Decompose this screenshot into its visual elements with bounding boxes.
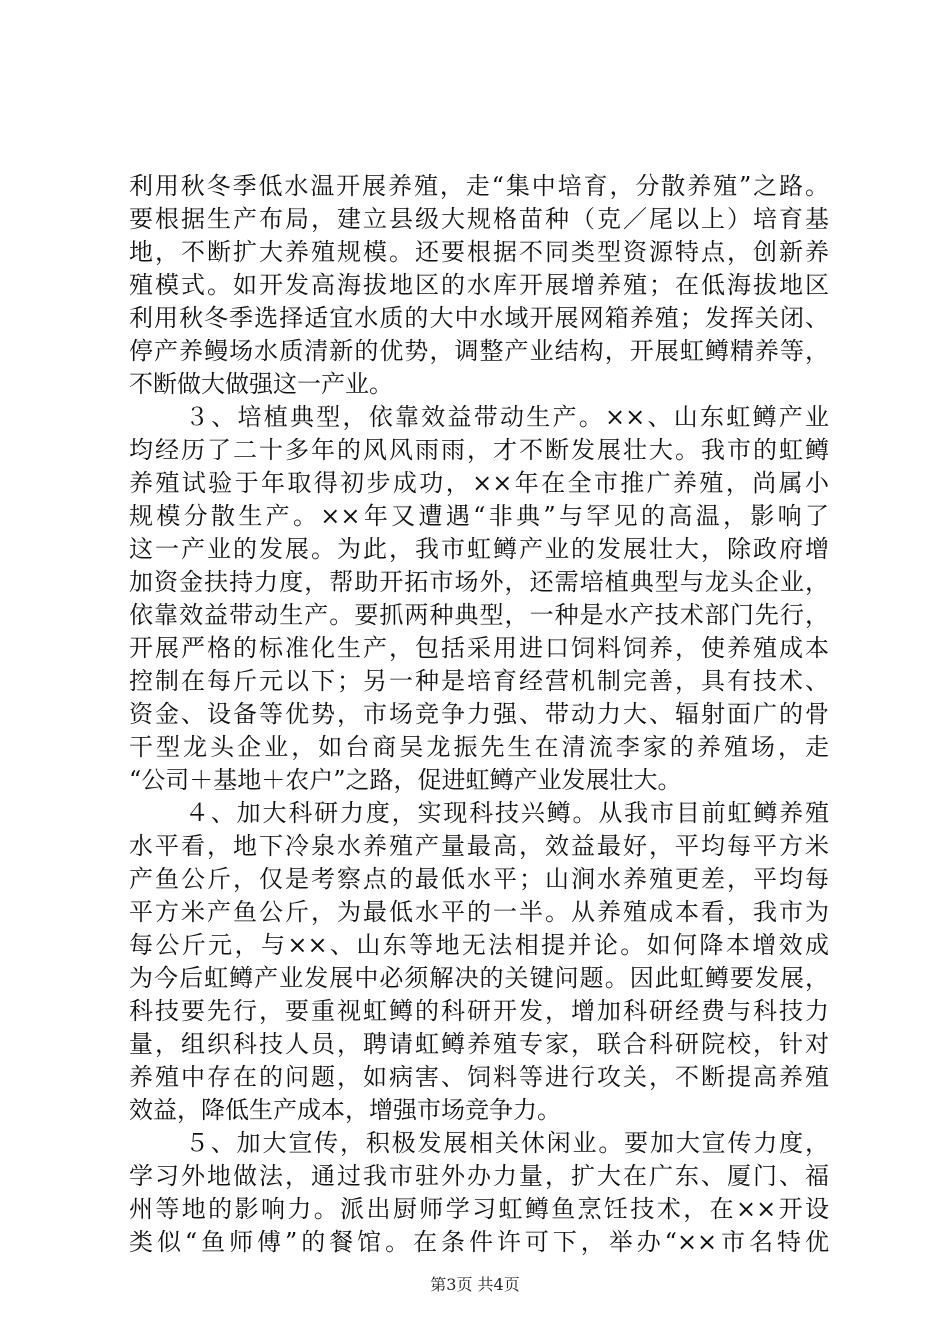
text-line: 州等地的影响力。派出厨师学习虹鳟鱼烹饪技术，在××开设	[129, 1195, 829, 1223]
text-line: 均经历了二十多年的风风雨雨，才不断发展壮大。我市的虹鳟	[129, 436, 829, 464]
text-line: 这一产业的发展。为此，我市虹鳟产业的发展壮大，除政府增	[129, 535, 829, 563]
text-line: 科技要先行，要重视虹鳟的科研开发，增加科研经费与科技力	[129, 997, 829, 1025]
document-body	[129, 170, 829, 1259]
text-line: 依靠效益带动生产。要抓两种典型，一种是水产技术部门先行，	[129, 601, 829, 629]
text-line: 停产养鳗场水质清新的优势，调整产业结构，开展虹鳟精养等，	[129, 337, 829, 365]
text-line: 干型龙头企业，如台商吴龙振先生在清流李家的养殖场，走	[129, 733, 829, 761]
text-line: 开展严格的标准化生产，包括采用进口饲料饲养，使养殖成本	[129, 634, 829, 662]
text-line: 加资金扶持力度，帮助开拓市场外，还需培植典型与龙头企业，	[129, 568, 829, 596]
text-line: ５、加大宣传，积极发展相关休闲业。要加大宣传力度，	[185, 1129, 829, 1157]
text-line: 资金、设备等优势，市场竞争力强、带动力大、辐射面广的骨	[129, 700, 829, 728]
text-line: 产鱼公斤，仅是考察点的最低水平；山涧水养殖更差，平均每	[129, 865, 829, 893]
text-line: ３、培植典型，依靠效益带动生产。××、山东虹鳟产业	[185, 403, 829, 431]
text-line: 学习外地做法，通过我市驻外办力量，扩大在广东、厦门、福	[129, 1162, 829, 1190]
text-line: 地，不断扩大养殖规模。还要根据不同类型资源特点，创新养	[129, 238, 829, 266]
text-line: 水平看，地下冷泉水养殖产量最高，效益最好，平均每平方米	[129, 832, 829, 860]
text-line: 类似“鱼师傅”的餐馆。在条件许可下，举办“××市名特优	[129, 1228, 829, 1256]
page-footer: 第3页 共4页	[430, 1275, 520, 1294]
text-line: 利用秋冬季低水温开展养殖，走“集中培育，分散养殖”之路。	[129, 172, 829, 200]
text-line: 为今后虹鳟产业发展中必须解决的关键问题。因此虹鳟要发展，	[129, 964, 829, 992]
text-line: “公司＋基地＋农户”之路，促进虹鳟产业发展壮大。	[129, 766, 682, 794]
text-line: 平方米产鱼公斤，为最低水平的一半。从养殖成本看，我市为	[129, 898, 829, 926]
text-line: 每公斤元，与××、山东等地无法相提并论。如何降本增效成	[129, 931, 829, 959]
text-line: ４、加大科研力度，实现科技兴鳟。从我市目前虹鳟养殖	[185, 799, 829, 827]
text-line: 养殖试验于年取得初步成功，××年在全市推广养殖，尚属小	[129, 469, 829, 497]
text-line: 量，组织科技人员，聘请虹鳟养殖专家，联合科研院校，针对	[129, 1030, 829, 1058]
text-line: 规模分散生产。××年又遭遇“非典”与罕见的高温，影响了	[129, 502, 829, 530]
text-line: 控制在每斤元以下；另一种是培育经营机制完善，具有技术、	[129, 667, 829, 695]
text-line: 效益，降低生产成本，增强市场竞争力。	[129, 1096, 561, 1124]
text-line: 要根据生产布局，建立县级大规格苗种（克／尾以上）培育基	[129, 205, 829, 233]
text-line: 养殖中存在的问题，如病害、饲料等进行攻关，不断提高养殖	[129, 1063, 829, 1091]
text-line: 殖模式。如开发高海拔地区的水库开展增养殖；在低海拔地区	[129, 271, 829, 299]
text-line: 利用秋冬季选择适宜水质的大中水域开展网箱养殖；发挥关闭、	[129, 304, 829, 332]
text-line: 不断做大做强这一产业。	[129, 370, 393, 398]
